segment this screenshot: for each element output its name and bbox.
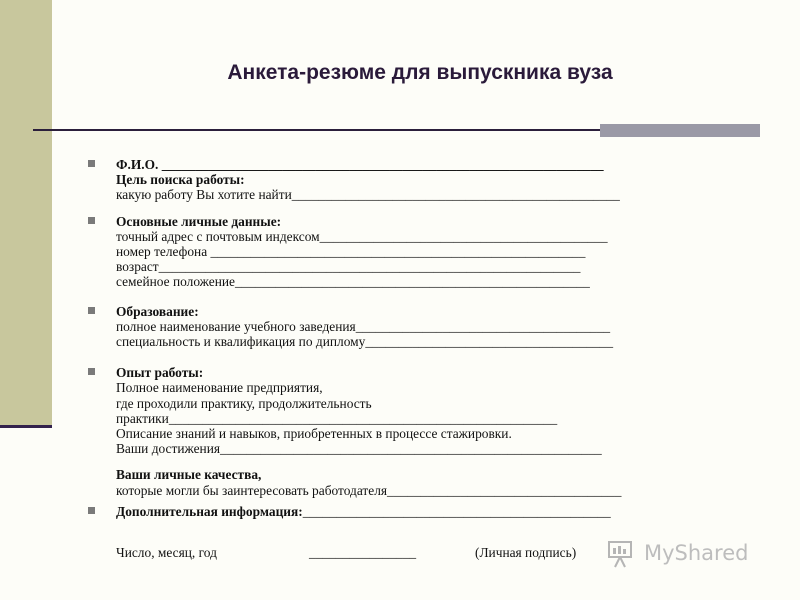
qualities2-line: которые могли бы заинтересовать работодателя___________________________________ [116,482,622,498]
qualities-heading: Ваши личные качества, [116,467,262,483]
watermark-logo [607,537,767,571]
experience-heading: Опыт работы: [116,365,204,381]
goal-heading: Цель поиска работы: [116,172,245,188]
bullet-icon [88,307,95,314]
fio-label: Ф.И.О. __________________________________________________________________ [116,157,604,172]
side-accent-line [0,425,52,428]
title-rule-block [600,124,760,137]
marital-line: семейное положение_____________________________________________________ [116,274,590,290]
date-blank: ________________ [309,545,417,560]
job-line: какую работу Вы хотите найти_________________________________________________ [116,187,620,203]
personal-heading: Основные личные данные: [116,213,282,229]
extra-line [116,504,736,519]
presentation-board-icon [607,539,637,569]
bullet-icon [88,368,95,375]
bullet-icon [88,217,95,224]
signature-label: (Личная подпись) [475,545,577,560]
specialty-line: специальность и квалификация по диплому_____________________________________ [116,334,614,350]
practice-line: где проходили практику, продолжительность [116,395,372,411]
date-label: Число, месяц, год [116,545,217,560]
personal-heading-line [116,214,736,229]
address-line: точный адрес с почтовым индексом___________________________________________ [116,228,608,244]
education-heading: Образование: [116,303,199,319]
practice2-line: практики__________________________________________________________ [116,410,558,426]
phone-line: номер телефона ________________________________________________________ [116,244,586,260]
bullet-icon [88,507,95,514]
bullet-icon [88,160,95,167]
education-heading-line [116,304,736,319]
skills-line: Описание знаний и навыков, приобретенных в процессе стажировки. [116,426,512,442]
page-title: Анкета-резюме для выпускника вуза [227,61,613,84]
company-line: Полное наименование предприятия, [116,380,323,396]
form-content [116,157,736,519]
institution-line: полное наименование учебного заведения______________________________________ [116,318,611,334]
fio-line [116,157,736,172]
extra-blank: ______________________________________________ [302,503,611,519]
experience-heading-line [116,365,736,380]
logo-text: MyShared [644,541,749,565]
age-line: возраст_______________________________________________________________ [116,259,581,275]
achievements-line: Ваши достижения_________________________________________________________ [116,441,602,457]
extra-heading: Дополнительная информация: [116,503,303,519]
